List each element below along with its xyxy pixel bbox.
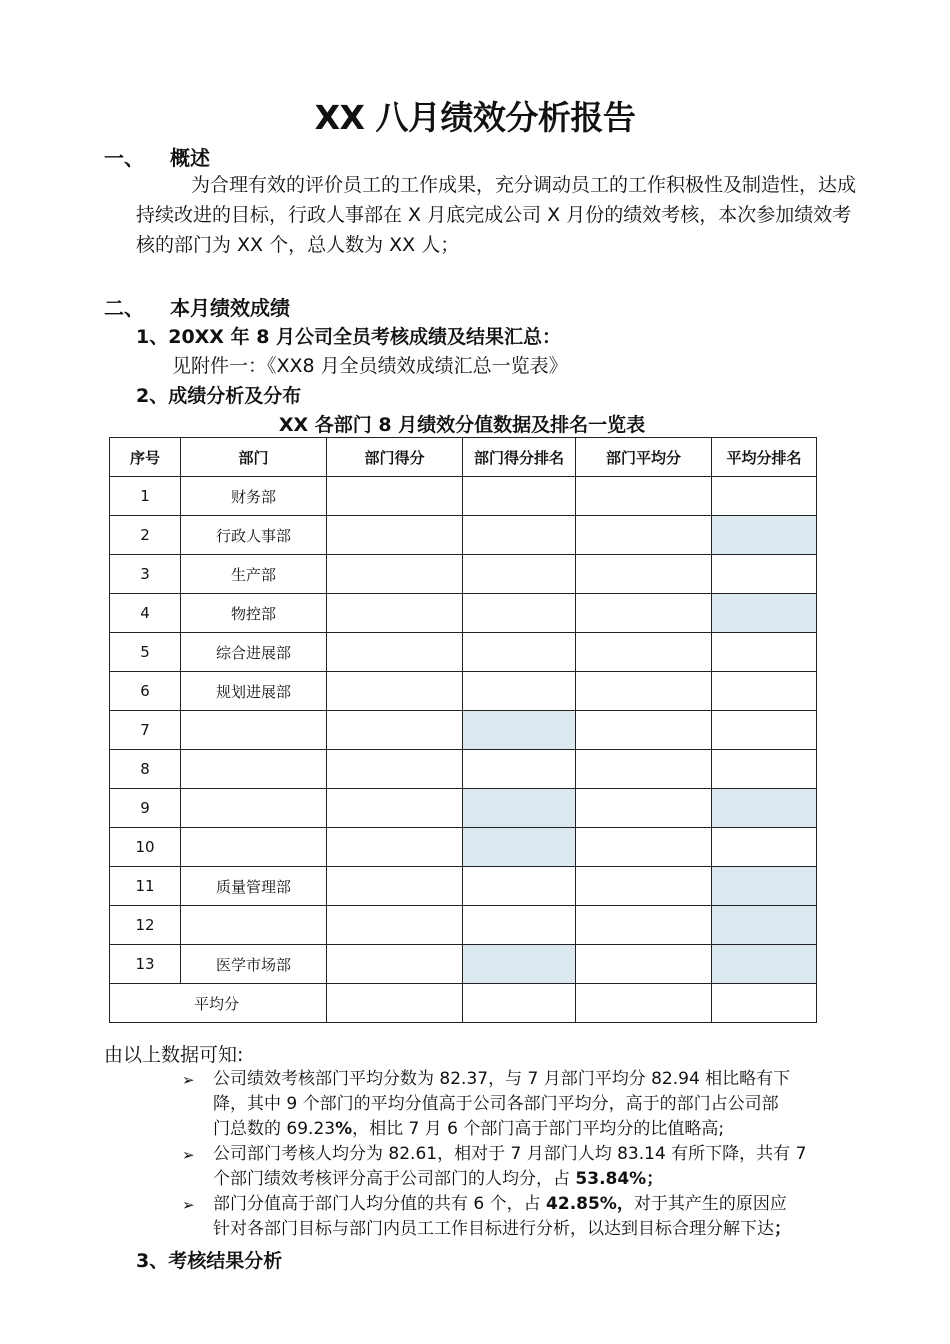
average-rank-cell	[712, 477, 817, 516]
subheading-distribution: 2、成绩分析及分布	[136, 385, 302, 407]
table-row	[110, 906, 817, 945]
average-cell	[576, 711, 712, 750]
average-rank-cell	[712, 555, 817, 594]
bullet-text: 门总数的 69.23	[213, 1119, 336, 1139]
row-number: 5	[110, 633, 181, 672]
column-header: 平均分排名	[712, 438, 817, 477]
average-rank-cell	[712, 633, 817, 672]
average-cell	[576, 672, 712, 711]
score-rank-cell	[463, 594, 576, 633]
table-row	[110, 672, 817, 711]
table-row	[110, 477, 817, 516]
department-name	[181, 906, 327, 945]
score-rank-cell	[463, 789, 576, 828]
average-cell	[576, 750, 712, 789]
row-number: 1	[110, 477, 181, 516]
department-score-table	[109, 437, 817, 1023]
row-number: 2	[110, 516, 181, 555]
row-number: 6	[110, 672, 181, 711]
bullet-item	[213, 1142, 873, 1192]
bullet-text: 对于其产生的原因应	[633, 1194, 787, 1214]
score-rank-cell	[463, 750, 576, 789]
table-header-row	[110, 438, 817, 477]
department-name: 行政人事部	[181, 516, 327, 555]
average-rank-cell	[712, 711, 817, 750]
score-rank-cell	[463, 477, 576, 516]
average-cell	[576, 789, 712, 828]
department-name: 生产部	[181, 555, 327, 594]
average-cell	[576, 945, 712, 984]
bullet-arrow-icon: ➢	[182, 1146, 195, 1164]
department-name	[181, 789, 327, 828]
department-name: 综合进展部	[181, 633, 327, 672]
average-cell	[576, 516, 712, 555]
department-name: 医学市场部	[181, 945, 327, 984]
department-name	[181, 828, 327, 867]
average-rank-cell	[712, 867, 817, 906]
bullet-text: ，相比 7 月 6 个部门高于部门平均分的比值略高;	[352, 1119, 725, 1139]
score-cell	[327, 750, 463, 789]
score-rank-cell	[463, 516, 576, 555]
bullet-text: 针对各部门目标与部门内员工工作目标进行分析，以达到目标合理分解下达	[213, 1219, 774, 1239]
table-row	[110, 633, 817, 672]
bullet-line	[213, 1167, 873, 1192]
score-cell	[327, 516, 463, 555]
table-row	[110, 945, 817, 984]
bullet-arrow-icon: ➢	[182, 1071, 195, 1089]
row-number: 8	[110, 750, 181, 789]
page-title: XX 八月绩效分析报告	[314, 98, 636, 137]
table-row	[110, 867, 817, 906]
average-cell	[576, 555, 712, 594]
row-number: 9	[110, 789, 181, 828]
table-row	[110, 828, 817, 867]
row-number: 13	[110, 945, 181, 984]
column-header: 序号	[110, 438, 181, 477]
attachment-note: 见附件一：《XX8 月全员绩效成绩汇总一览表》	[172, 355, 568, 377]
department-name	[181, 711, 327, 750]
department-name: 规划进展部	[181, 672, 327, 711]
section-number: 二、	[104, 296, 144, 320]
table-average-row	[110, 984, 817, 1023]
bullet-line	[213, 1217, 873, 1242]
table-row	[110, 750, 817, 789]
average-rank-cell	[712, 594, 817, 633]
average-rank-cell	[712, 789, 817, 828]
table-caption: XX 各部门 8 月绩效分值数据及排名一览表	[278, 414, 646, 436]
bullet-line: 公司部门考核人均分为 82.61，相对于 7 月部门人均 83.14 有所下降，共有 7	[213, 1144, 807, 1164]
bullet-text: 个部门绩效考核评分高于公司部门的人均分，占	[213, 1169, 576, 1189]
department-name: 物控部	[181, 594, 327, 633]
row-number: 10	[110, 828, 181, 867]
average-cell	[576, 867, 712, 906]
score-rank-cell	[463, 867, 576, 906]
table-row	[110, 789, 817, 828]
subheading-summary: 1、20XX 年 8 月公司全员考核成绩及结果汇总：	[136, 326, 562, 348]
score-rank-cell	[463, 633, 576, 672]
column-header: 部门得分	[327, 438, 463, 477]
average-cell	[576, 828, 712, 867]
score-cell	[327, 711, 463, 750]
table-row	[110, 594, 817, 633]
row-number: 3	[110, 555, 181, 594]
section-title: 概述	[170, 146, 210, 170]
score-cell	[327, 984, 463, 1023]
score-cell	[327, 789, 463, 828]
average-label: 平均分	[110, 984, 327, 1023]
column-header: 部门平均分	[576, 438, 712, 477]
bullet-line: 公司绩效考核部门平均分数为 82.37，与 7 月部门平均分 82.94 相比略有下	[213, 1069, 791, 1089]
department-name: 质量管理部	[181, 867, 327, 906]
column-header: 部门得分排名	[463, 438, 576, 477]
average-cell	[576, 477, 712, 516]
section-number: 一、	[104, 146, 144, 170]
row-number: 4	[110, 594, 181, 633]
score-cell	[327, 906, 463, 945]
subheading-result-analysis: 3、考核结果分析	[136, 1250, 283, 1272]
score-rank-cell	[463, 555, 576, 594]
average-cell	[576, 984, 712, 1023]
bullet-item	[213, 1192, 873, 1242]
bullet-arrow-icon: ➢	[182, 1196, 195, 1214]
table-row	[110, 555, 817, 594]
average-rank-cell	[712, 906, 817, 945]
score-cell	[327, 672, 463, 711]
overview-paragraph: 为合理有效的评价员工的工作成果，充分调动员工的工作积极性及制造性，达成持续改进的目标，行政人事部在 X 月底完成公司 X 月份的绩效考核，本次参加绩效考核的部门为 XX 个，总人数为 XX 人；	[136, 174, 857, 256]
average-rank-cell	[712, 672, 817, 711]
score-rank-cell	[463, 711, 576, 750]
bullet-emphasis: ；	[774, 1219, 791, 1239]
average-rank-cell	[712, 750, 817, 789]
section-heading-performance	[104, 292, 290, 321]
section-title: 本月绩效成绩	[170, 296, 290, 320]
row-number: 11	[110, 867, 181, 906]
score-cell	[327, 945, 463, 984]
department-name	[181, 750, 327, 789]
score-rank-cell	[463, 984, 576, 1023]
table-row	[110, 711, 817, 750]
average-rank-cell	[712, 516, 817, 555]
average-rank-cell	[712, 828, 817, 867]
row-number: 12	[110, 906, 181, 945]
conclusion-intro: 由以上数据可知:	[104, 1044, 244, 1066]
score-cell	[327, 594, 463, 633]
average-rank-cell	[712, 945, 817, 984]
section-heading-overview	[104, 142, 210, 171]
average-cell	[576, 633, 712, 672]
score-rank-cell	[463, 828, 576, 867]
bullet-emphasis: 42.85%，	[546, 1194, 634, 1214]
score-cell	[327, 555, 463, 594]
score-cell	[327, 477, 463, 516]
average-cell	[576, 594, 712, 633]
bullet-emphasis: 53.84%；	[575, 1169, 664, 1189]
average-cell	[576, 906, 712, 945]
bullet-line	[213, 1192, 873, 1217]
score-cell	[327, 867, 463, 906]
column-header: 部门	[181, 438, 327, 477]
score-rank-cell	[463, 906, 576, 945]
bullet-line: 降，其中 9 个部门的平均分值高于公司各部门平均分，高于的部门占公司部	[213, 1094, 779, 1114]
table-row	[110, 516, 817, 555]
score-rank-cell	[463, 945, 576, 984]
bullet-item	[213, 1067, 873, 1142]
bullet-text: 部门分值高于部门人均分值的共有 6 个，占	[213, 1194, 547, 1214]
department-name: 财务部	[181, 477, 327, 516]
bullet-line	[213, 1117, 873, 1142]
score-rank-cell	[463, 672, 576, 711]
average-rank-cell	[712, 984, 817, 1023]
score-cell	[327, 828, 463, 867]
row-number: 7	[110, 711, 181, 750]
score-cell	[327, 633, 463, 672]
bullet-emphasis: %	[335, 1119, 353, 1139]
